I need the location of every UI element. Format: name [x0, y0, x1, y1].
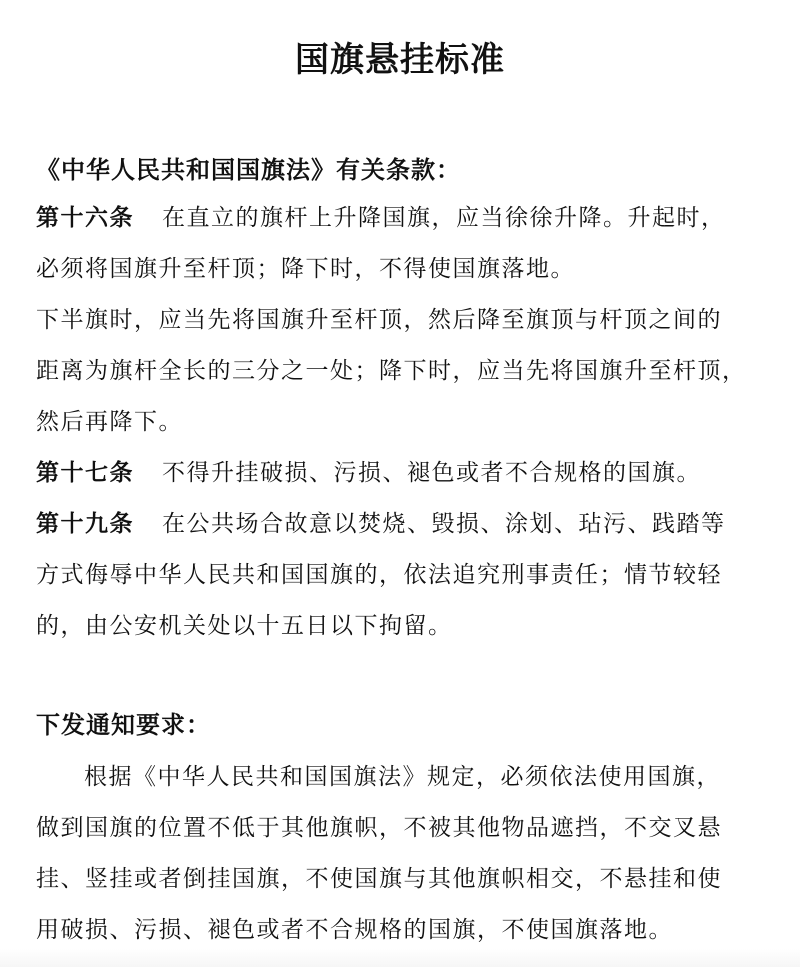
notice-section-heading: 下发通知要求： [36, 711, 211, 739]
article17-label: 第十七条 [36, 460, 134, 486]
article19-line3: 的，由公安机关处以十五日以下拘留。 [36, 613, 453, 639]
notice-line4: 用破损、污损、褪色或者不合规格的国旗，不使国旗落地。 [36, 917, 673, 943]
notice-line2: 做到国旗的位置不低于其他旗帜，不被其他物品遮挡，不交叉悬 [36, 815, 722, 841]
bottom-edge-shade [0, 949, 800, 967]
article17-text1: 不得升挂破损、污损、褪色或者不合规格的国旗。 [162, 460, 701, 486]
article19-label: 第十九条 [36, 511, 134, 537]
article16-text1: 在直立的旗杆上升降国旗，应当徐徐升降。升起时， [162, 205, 726, 231]
article19-line2: 方式侮辱中华人民共和国国旗的，依法追究刑事责任；情节较轻 [36, 562, 722, 588]
article16-line5: 然后再降下。 [36, 409, 183, 435]
article17-line1 [36, 455, 772, 491]
article16-label: 第十六条 [36, 205, 134, 231]
law-section-heading: 《中华人民共和国国旗法》有关条款： [36, 156, 461, 184]
article16-line3: 下半旗时，应当先将国旗升至杆顶，然后降至旗顶与杆顶之间的 [36, 307, 722, 333]
notice-line3: 挂、竖挂或者倒挂国旗，不使国旗与其他旗帜相交，不悬挂和使 [36, 866, 722, 892]
article19-line1 [36, 506, 772, 542]
article19-text1: 在公共场合故意以焚烧、毁损、涂划、玷污、践踏等 [162, 511, 726, 537]
page-title: 国旗悬挂标准 [295, 40, 505, 80]
notice-line1: 根据《中华人民共和国国旗法》规定，必须依法使用国旗， [84, 764, 721, 790]
article16-line4: 距离为旗杆全长的三分之一处；降下时，应当先将国旗升至杆顶， [36, 358, 747, 384]
article16-line2: 必须将国旗升至杆顶；降下时，不得使国旗落地。 [36, 256, 575, 282]
article16-line1 [36, 200, 772, 236]
